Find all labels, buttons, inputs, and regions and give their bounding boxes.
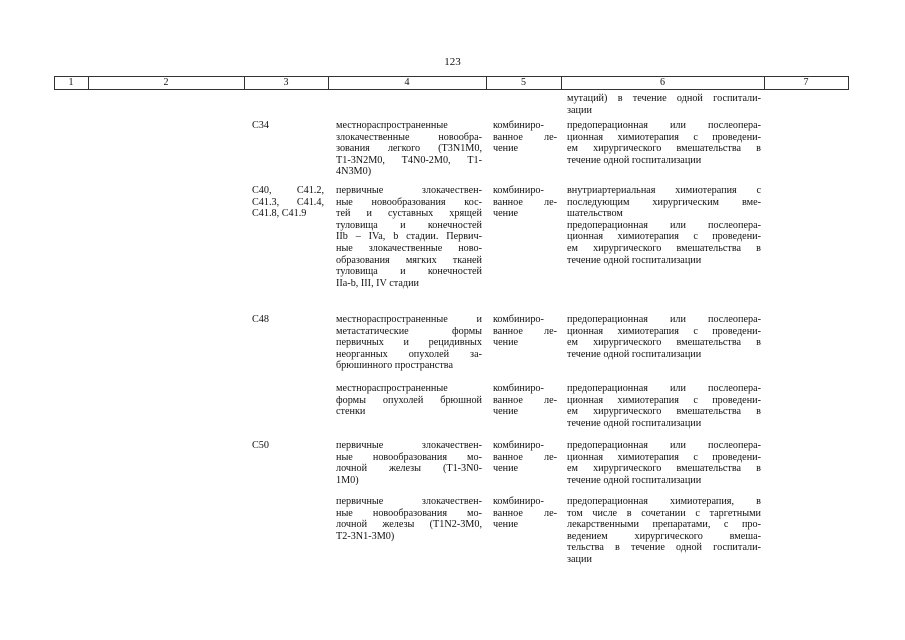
cell-line: чение	[493, 519, 519, 531]
cell-line: ем хирургического вмешательства в	[567, 463, 761, 475]
cell-line: зования легкого (T3N1M0,	[336, 143, 482, 155]
cell-line: C34	[252, 120, 269, 131]
header-col-6: 6	[660, 77, 665, 88]
cell-line: ные новообразования мо-	[336, 507, 482, 519]
cell-line: ционная химиотерапия с проведени-	[567, 325, 761, 337]
cell-line: ванное ле-	[493, 507, 557, 519]
cell-line: 4N3M0)	[336, 166, 372, 178]
treatment-type-cell	[493, 383, 557, 418]
icd-code-cell	[252, 120, 324, 132]
cell-line: ем хирургического вмешательства в	[567, 242, 761, 254]
cell-line: ем хирургического вмешательства в	[567, 337, 761, 349]
cell-line: C50	[252, 440, 269, 451]
cell-line: тей и суставных хрящей	[336, 208, 482, 220]
cell-line: местнораспространенные и	[336, 314, 482, 325]
treatment-method-cell	[567, 440, 761, 486]
treatment-method-cell	[567, 93, 761, 116]
cell-line: комбиниро-	[493, 314, 544, 325]
treatment-type-cell	[493, 314, 557, 349]
icd-code-cell	[252, 314, 324, 326]
cell-line: предоперационная или послеопера-	[567, 383, 761, 394]
cell-line: комбиниро-	[493, 383, 544, 394]
treatment-type-cell	[493, 440, 557, 475]
cell-line: 1M0)	[336, 474, 359, 486]
cell-line: лекарственными препаратами, с про-	[567, 519, 761, 531]
treatment-method-cell	[567, 185, 761, 266]
cell-line: предоперационная или послеопера-	[567, 120, 761, 131]
cell-line: комбиниро-	[493, 496, 544, 507]
treatment-method-cell	[567, 314, 761, 360]
cell-line: ванное ле-	[493, 131, 557, 143]
cell-line: C48	[252, 314, 269, 325]
condition-cell	[336, 314, 482, 372]
cell-line: первичные злокачествен-	[336, 496, 482, 507]
cell-line: чение	[493, 143, 519, 155]
cell-line: ем хирургического вмешательства в	[567, 406, 761, 418]
header-col-1: 1	[68, 77, 74, 88]
cell-line: ционная химиотерапия с проведени-	[567, 394, 761, 406]
cell-line: последующим хирургическим вме-	[567, 196, 761, 208]
cell-line: чение	[493, 208, 519, 220]
cell-line: злокачественные новообра-	[336, 131, 482, 143]
cell-line: том числе в сочетании с таргетными	[567, 507, 761, 519]
cell-line: местнораспространенные	[336, 120, 448, 131]
treatment-method-cell	[567, 496, 761, 566]
cell-line: чение	[493, 337, 519, 349]
header-col-3: 3	[283, 77, 289, 88]
header-col-4: 4	[404, 77, 410, 88]
treatment-type-cell	[493, 185, 557, 220]
treatment-method-cell	[567, 383, 761, 429]
cell-line: брюшинного пространства	[336, 360, 453, 372]
cell-line: шательством	[567, 208, 623, 220]
cell-line: C41.3, C41.4,	[252, 196, 324, 208]
header-divider	[848, 77, 849, 89]
cell-line: чение	[493, 406, 519, 418]
page-number: 123	[444, 56, 461, 68]
cell-line: ванное ле-	[493, 394, 557, 406]
cell-line: ционная химиотерапия с проведени-	[567, 451, 761, 463]
treatment-method-cell	[567, 120, 761, 166]
cell-line: течение одной госпитализации	[567, 348, 702, 360]
header-col-5: 5	[521, 77, 526, 88]
icd-code-cell	[252, 185, 324, 220]
cell-line: ем хирургического вмешательства в	[567, 143, 761, 155]
header-col-7: 7	[803, 77, 809, 88]
cell-line: неорганных опухолей за-	[336, 348, 482, 360]
condition-cell	[336, 185, 482, 289]
cell-line: IIb – IVa, b стадии. Первич-	[336, 231, 482, 243]
cell-line: ные злокачественные ново-	[336, 242, 482, 254]
cell-line: комбиниро-	[493, 185, 544, 196]
cell-line: туловища и конечностей	[336, 266, 482, 278]
cell-line: зации	[567, 553, 592, 565]
cell-line: предоперационная или послеопера-	[567, 314, 761, 325]
cell-line: ционная химиотерапия с проведени-	[567, 231, 761, 243]
cell-line: первичные злокачествен-	[336, 440, 482, 451]
cell-line: течение одной госпитализации	[567, 154, 702, 166]
cell-line: чение	[493, 463, 519, 475]
cell-line: местнораспространенные	[336, 383, 448, 394]
icd-code-cell	[252, 440, 324, 452]
cell-line: первичные злокачествен-	[336, 185, 482, 196]
condition-cell	[336, 496, 482, 542]
cell-line: предоперационная или послеопера-	[567, 440, 761, 451]
cell-line: образования мягких тканей	[336, 254, 482, 266]
cell-line: C41.8, C41.9	[252, 208, 307, 220]
cell-line: туловища и конечностей	[336, 219, 482, 231]
cell-line: T1-3N2M0, T4N0-2M0, T1-	[336, 154, 482, 166]
cell-line: лочной железы (T1N2-3M0,	[336, 519, 482, 531]
condition-cell	[336, 383, 482, 418]
cell-line: метастатические формы	[336, 325, 482, 337]
cell-line: ванное ле-	[493, 325, 557, 337]
cell-line: мутаций) в течение одной госпитали-	[567, 93, 761, 104]
cell-line: ные новообразования мо-	[336, 451, 482, 463]
cell-line: первичных и рецидивных	[336, 337, 482, 349]
cell-line: ные новообразования кос-	[336, 196, 482, 208]
cell-line: лочной железы (T1-3N0-	[336, 463, 482, 475]
cell-line: стенки	[336, 406, 366, 418]
cell-line: ведением хирургического вмеша-	[567, 530, 761, 542]
condition-cell	[336, 440, 482, 486]
cell-line: течение одной госпитализации	[567, 417, 702, 429]
cell-line: формы опухолей брюшной	[336, 394, 482, 406]
table-header	[54, 76, 849, 90]
cell-line: течение одной госпитализации	[567, 474, 702, 486]
cell-line: зации	[567, 104, 592, 116]
cell-line: предоперационная химиотерапия, в	[567, 496, 761, 507]
cell-line: IIa-b, III, IV стадии	[336, 277, 419, 289]
treatment-type-cell	[493, 496, 557, 531]
cell-line: тельства в течение одной госпитали-	[567, 542, 761, 554]
cell-line: C40, C41.2,	[252, 185, 324, 196]
cell-line: ванное ле-	[493, 451, 557, 463]
cell-line: ционная химиотерапия с проведени-	[567, 131, 761, 143]
cell-line: течение одной госпитализации	[567, 254, 702, 266]
cell-line: T2-3N1-3M0)	[336, 530, 395, 542]
header-col-2: 2	[163, 77, 169, 88]
cell-line: комбиниро-	[493, 440, 544, 451]
cell-line: ванное ле-	[493, 196, 557, 208]
condition-cell	[336, 120, 482, 178]
cell-line: внутриартериальная химиотерапия с	[567, 185, 761, 196]
cell-line: комбиниро-	[493, 120, 544, 131]
treatment-type-cell	[493, 120, 557, 155]
cell-line: предоперационная или послеопера-	[567, 219, 761, 231]
